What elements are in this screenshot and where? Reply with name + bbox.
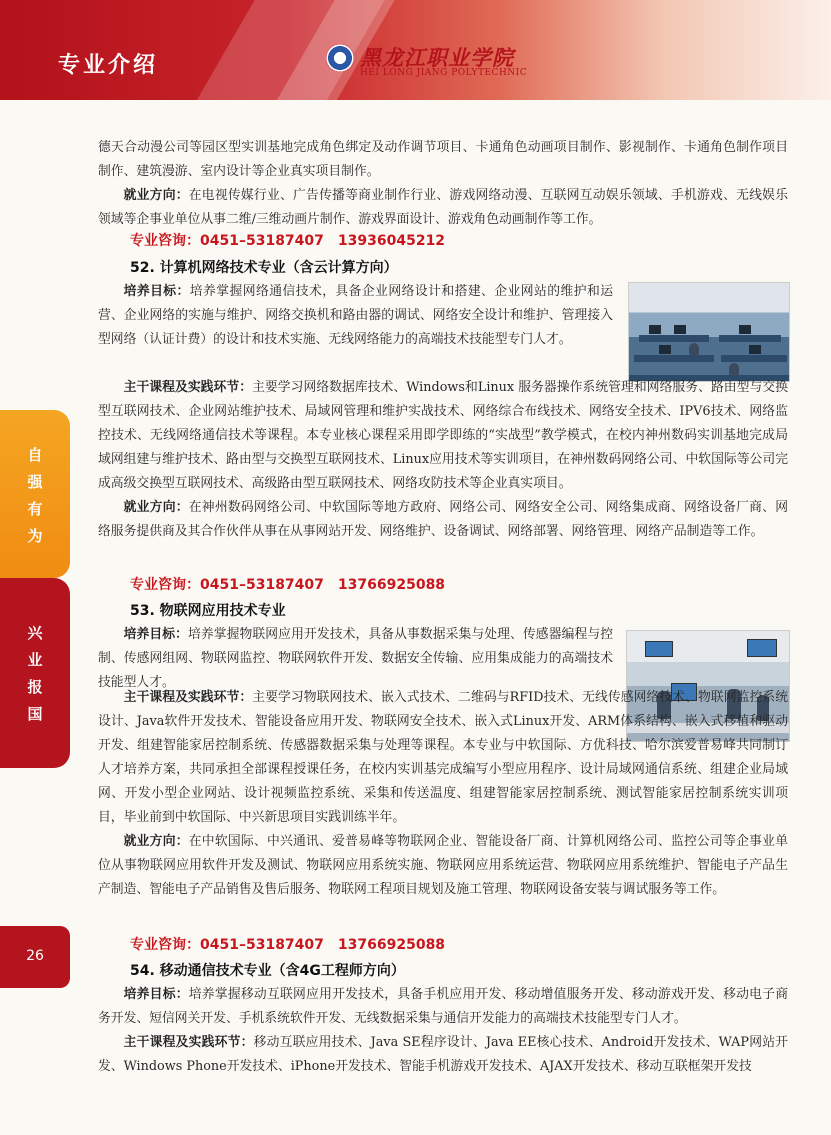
major-52-goal: 培养目标：培养掌握网络通信技术，具备企业网络设计和搭建、企业网站的维护和运营、企业网络的实施与维护、网络交换机和路由器的调试、网络安全设计和维护、管理接入型网络（认证计费）的设计和技术实施、无线网络能力的高端技术技能型专门人才。 bbox=[98, 284, 614, 347]
page-number: 26 bbox=[26, 948, 44, 964]
intro-section bbox=[98, 136, 788, 232]
consult-line: 专业咨询：0451–53187407 13766925088 bbox=[130, 937, 446, 953]
side-tab-text: 兴 业 报 国 bbox=[27, 624, 43, 723]
major-53-goal: 培养目标：培养掌握物联网应用开发技术，具备从事数据采集与处理、传感器编程与控制、传感网组网、物联网监控、物联网软件开发、数据安全传输、应用集成能力的高端技术技能型人才。 bbox=[98, 627, 614, 690]
page-header bbox=[0, 0, 831, 100]
consult-line: 专业咨询：0451–53187407 13936045212 bbox=[130, 233, 446, 249]
major-title-52: 52. 计算机网络技术专业（含云计算方向） bbox=[130, 260, 398, 276]
section-title: 专业介绍 bbox=[58, 53, 159, 78]
side-tab-motto-2 bbox=[0, 578, 70, 768]
major-title-54: 54. 移动通信技术专业（含4G工程师方向） bbox=[130, 963, 405, 979]
major-52-courses: 主干课程及实践环节：主要学习网络数据库技术、Windows和Linux 服务器操作系统管理和网络服务、路由型与交换型互联网技术、企业网站维护技术、局域网管理和维护实战技术、网络综合布线技术、网络安全技术、IPV6技术、网络监控技术、无线网络通信技术等课程。本专业核心课程采用即学即练的“实战型”教学模式，在校内神州数码实训基地完成局域网组建与维护技术、路由型与交换型互联网技术、Linux应用技术等实训项目，在神州数码网络公司、中软国际等公司完成高级交换型互联网技术、高级路由型互联网技术、网络攻防技术等企业真实项目。 就业方向：在神州数码网络公司、中软国际等地方政府、网络公司、网络安全公司、网络集成商、网络设备厂商、网络服务提供商及其合作伙伴从事在从事网站开发、网络维护、设备调试、网络部署、网络管理、网络产品制造等工作。 bbox=[98, 380, 789, 539]
major-title-53: 53. 物联网应用技术专业 bbox=[130, 603, 286, 619]
page-number-tab bbox=[0, 926, 70, 988]
side-tab-motto-1 bbox=[0, 410, 70, 578]
consult-line: 专业咨询：0451–53187407 13766925088 bbox=[130, 577, 446, 593]
major-53-courses: 主干课程及实践环节：主要学习物联网技术、嵌入式技术、二维码与RFID技术、无线传感网络技术、物联网监控系统设计、Java软件开发技术、智能设备应用开发、物联网安全技术、嵌入式Linux开发、ARM体系结构、嵌入式移植和驱动开发、组建智能家居控制系统、传感器数据采集与处理等课程。本专业与中软国际、方优科技、哈尔滨爱普易峰共同制订人才培养方案，共同承担全部课程授课任务，在校内实训基完成编写小型应用程序、设计局域网通信系统、组建企业局域网、开发小型企业网站、设计视频监控系统、采集和传送温度、组建智能家居控制系统、测试智能家居控制系统实训项目，毕业前到中软国际、中兴新思项目实践训练半年。 就业方向：在中软国际、中兴通讯、爱普易峰等物联网企业、智能设备厂商、计算机网络公司、监控公司等企事业单位从事物联网应用软件开发及测试、物联网应用系统实施、物联网应用系统运营、物联网应用系统维护、智能电子产品生产制造、智能电子产品销售及售后服务、物联网工程项目规划及施工管理、物联网设备安装与调试服务等工作。 bbox=[98, 690, 789, 897]
school-name-cn: 黑龙江职业学院 bbox=[360, 45, 514, 70]
school-name-en: HEI LONG JIANG POLYTECHNIC bbox=[360, 68, 528, 78]
major-54-body: 培养目标：培养掌握移动互联网应用开发技术，具备手机应用开发、移动增值服务开发、移动游戏开发、移动电子商务开发、短信网关开发、手机系统软件开发、无线数据采集与通信开发能力的高端技术技能型专门人才。 主干课程及实践环节：移动互联应用技术、Java SE程序设计、Java EE核心技术、Android开发技术、WAP网站开发、Windows Phone开发技术、iPhone开发技术、智能手机游戏开发技术、AJAX开发技术、移动互联框架开发技 bbox=[98, 987, 789, 1074]
intro-paragraph: 德天合动漫公司等园区型实训基地完成角色绑定及动作调节项目、卡通角色动画项目制作、影视制作、卡通角色制作项目制作、建筑漫游、室内设计等企业真实项目制作。 bbox=[98, 140, 788, 179]
network-lab-photo bbox=[628, 282, 790, 382]
side-tab-text: 自 强 有 为 bbox=[27, 446, 43, 545]
intro-employment: 就业方向：在电视传媒行业、广告传播等商业制作行业、游戏网络动漫、互联网互动娱乐领域、手机游戏、无线娱乐领域等企事业单位从事二维/三维动画片制作、游戏界面设计、游戏角色动画制作等工作。 bbox=[98, 188, 789, 227]
school-logo-icon bbox=[326, 44, 354, 72]
